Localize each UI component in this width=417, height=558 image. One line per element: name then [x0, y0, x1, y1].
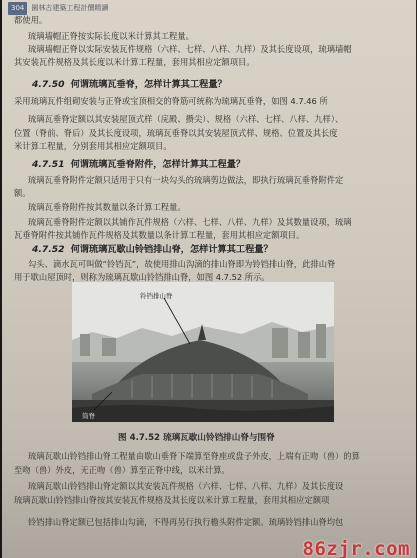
figure-label-tube-ridge: 筒脊: [82, 412, 95, 420]
figure-label-ridge: 铃铛排山脊: [140, 292, 173, 300]
paragraph-line: 琉璃瓦歇山铃铛排山脊定额以其安装瓦件规格（六样、七样、八样、九样）及其长度设: [28, 481, 344, 491]
temple-roof-photo: [72, 282, 334, 422]
section-number: 4.7.52: [32, 244, 65, 255]
paragraph-line: 琉璃瓦垂脊附件按其数量以条计算工程量。: [28, 202, 186, 212]
paragraph-line: 至吻（兽）外皮，无正吻（兽）算至正脊中线，以米计算。: [14, 465, 230, 475]
paragraph-line: 琉璃瓦歇山铃铛排山脊按其安装瓦件规格及其长度以米计算工程量，套用其相应定额项: [14, 495, 330, 505]
paragraph-line: 采用琉璃瓦件组砌安装与正脊或宝顶相交的脊筋可统称为琉璃瓦垂脊，如图 4.7.46 所: [14, 96, 328, 106]
section-heading-4-7-51: [32, 158, 406, 171]
figure-caption: 图 4.7.52 琉璃瓦歇山铃铛排山脊与围脊: [118, 433, 275, 443]
paragraph-line: 琉璃瓦垂脊附件定额只适用于只有一块勾头的琉璃剪边做法，即执行琉璃瓦垂脊附件定: [28, 175, 344, 185]
section-heading-4-7-52: [32, 243, 406, 256]
page-number: 304: [8, 2, 27, 15]
section-number: 4.7.50: [32, 79, 65, 90]
section-title: 何谓琉璃瓦垂脊附件，怎样计算其工程量？: [70, 159, 246, 170]
roof-illustration: [72, 282, 334, 422]
paragraph-line: 琉璃墙帽正脊以实际安装瓦件规格（六样、七样、八样、九样）及其长度设项，琉璃墙帽: [28, 44, 352, 54]
paragraph-line: 琉璃瓦垂脊附件定额以其铺作瓦件规格（六样、七样、八样、九样）及其数量设项，琉璃: [28, 217, 352, 227]
site-watermark: 86zjr.com: [302, 538, 410, 558]
paragraph-line: 都使用。: [14, 15, 48, 25]
paragraph-line: 琉璃瓦歇山铃铛排山脊工程量由歇山垂脊下端算至脊座或盘子外皮，上端有正吻（兽）的算: [28, 451, 360, 461]
paragraph-line: 其安装瓦件规格及其长度以米计算工程量，套用其相应定额项目。: [14, 57, 255, 67]
section-number: 4.7.51: [32, 159, 65, 170]
paragraph-line: 铃铛排山脊定额已包括排山勾滴，不得再另行执行檐头附件定额。琉璃铃铛排山脊均包: [28, 517, 344, 527]
section-title: 何谓琉璃瓦歇山铃铛排山脊，怎样计算其工程量？: [70, 244, 273, 255]
section-title: 何谓琉璃瓦垂脊，怎样计算其工程量？: [70, 79, 227, 90]
paragraph-line: 米计算工程量，分别套用其相应定额项目。: [14, 141, 172, 151]
paragraph-line: 勾头、滴水瓦可叫做“铃铛瓦”，故使用排山沟滴的排山脊即为铃铛排山脊，此排山脊: [28, 259, 336, 269]
paragraph-line: 位置（脊前、脊后）及其长度设项，琉璃瓦垂脊以其安装屋顶式样、规格、位置及其长度: [14, 128, 338, 138]
paragraph-line: 琉璃墙帽正脊按实际长度以米计算其工程量。: [28, 31, 194, 41]
book-title: 園林古建築工程計價精讀: [31, 4, 109, 12]
paragraph-line: 用于歇山屋顶时，则称为琉璃瓦歇山铃铛排山脊，如图 4.7.52 所示。: [14, 272, 270, 282]
section-heading-4-7-50: [32, 78, 406, 91]
paragraph-line: 琉璃瓦垂脊定额以其安装屋顶式样（庑殿、攒尖）、规格（六样、七样、八样、九样）、: [28, 114, 344, 124]
book-page: [2, 0, 416, 558]
paragraph-line: 额。: [14, 188, 31, 198]
paragraph-line: 瓦垂脊附件按其铺作瓦件规格及其数量以条计算工程量，套用其相应定额项目。: [14, 230, 305, 240]
